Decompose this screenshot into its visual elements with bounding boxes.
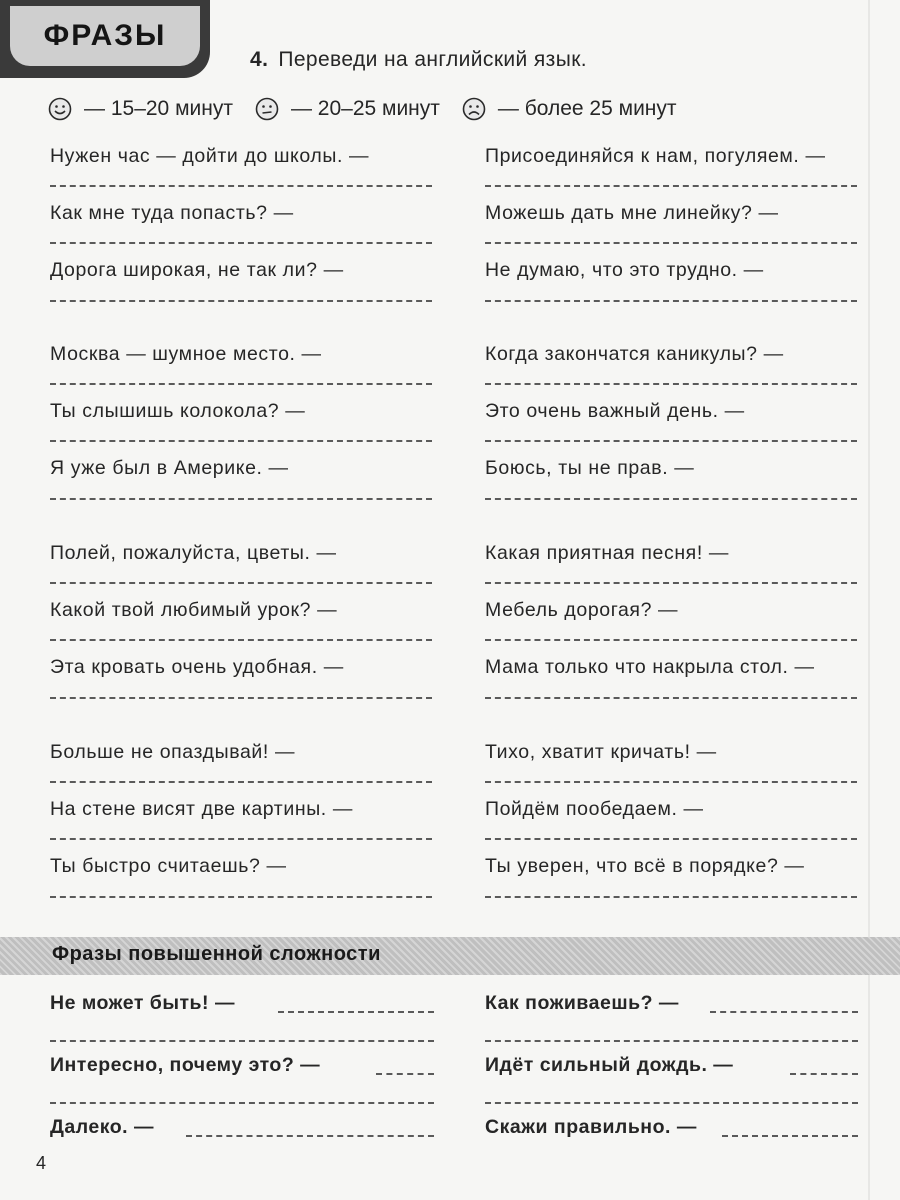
advanced-answer-line-left-3[interactable] xyxy=(186,1135,434,1137)
page-fold-shadow xyxy=(868,0,870,1200)
advanced-answer-line-right-2[interactable] xyxy=(790,1073,858,1075)
advanced-phrase-left-3: Далеко. — xyxy=(50,1116,154,1138)
advanced-phrase-right-3: Скажи правильно. — xyxy=(485,1116,697,1138)
phrase-left-8: Какой твой любимый урок? — xyxy=(50,599,338,621)
phrase-left-5: Ты слышишь колокола? — xyxy=(50,400,306,422)
answer-line-left-8[interactable] xyxy=(50,639,432,641)
phrase-right-11: Пойдём пообедаем. — xyxy=(485,798,704,820)
answer-line-right-9[interactable] xyxy=(485,697,857,699)
advanced-answer-line-right-2b[interactable] xyxy=(485,1102,858,1104)
section-tab xyxy=(0,0,210,78)
task-number: 4. xyxy=(250,48,269,71)
legend-item-slow xyxy=(462,97,677,121)
phrase-right-1: Присоединяйся к нам, погуляем. — xyxy=(485,145,826,167)
advanced-answer-line-right-1b[interactable] xyxy=(485,1040,858,1042)
phrase-right-8: Мебель дорогая? — xyxy=(485,599,679,621)
advanced-answer-line-left-1b[interactable] xyxy=(50,1040,434,1042)
advanced-phrase-right-2: Идёт сильный дождь. — xyxy=(485,1054,734,1076)
advanced-answer-line-left-1[interactable] xyxy=(278,1011,434,1013)
answer-line-right-4[interactable] xyxy=(485,383,857,385)
phrase-left-7: Полей, пожалуйста, цветы. — xyxy=(50,542,337,564)
answer-line-right-3[interactable] xyxy=(485,300,857,302)
time-legend xyxy=(48,95,808,123)
advanced-answer-line-left-2b[interactable] xyxy=(50,1102,434,1104)
phrase-right-12: Ты уверен, что всё в порядке? — xyxy=(485,855,805,877)
answer-line-right-1[interactable] xyxy=(485,185,857,187)
answer-line-left-6[interactable] xyxy=(50,498,432,500)
advanced-phrase-left-1: Не может быть! — xyxy=(50,992,235,1014)
answer-line-left-12[interactable] xyxy=(50,896,432,898)
answer-line-right-2[interactable] xyxy=(485,242,857,244)
phrase-right-7: Какая приятная песня! — xyxy=(485,542,729,564)
advanced-section-band xyxy=(0,937,900,975)
phrase-left-3: Дорога широкая, не так ли? — xyxy=(50,259,344,281)
phrase-left-1: Нужен час — дойти до школы. — xyxy=(50,145,370,167)
advanced-phrase-right-1: Как поживаешь? — xyxy=(485,992,679,1014)
task-heading xyxy=(250,48,587,72)
phrase-right-2: Можешь дать мне линейку? — xyxy=(485,202,779,224)
phrase-left-2: Как мне туда попасть? — xyxy=(50,202,294,224)
answer-line-left-11[interactable] xyxy=(50,838,432,840)
answer-line-right-8[interactable] xyxy=(485,639,857,641)
phrase-left-11: На стене висят две картины. — xyxy=(50,798,353,820)
advanced-phrase-left-2: Интересно, почему это? — xyxy=(50,1054,321,1076)
phrase-right-4: Когда закончатся каникулы? — xyxy=(485,343,784,365)
section-title: ФРАЗЫ xyxy=(43,19,167,52)
answer-line-left-9[interactable] xyxy=(50,697,432,699)
answer-line-left-7[interactable] xyxy=(50,582,432,584)
happy-face-icon xyxy=(48,97,72,121)
neutral-face-icon xyxy=(255,97,279,121)
phrase-left-10: Больше не опаздывай! — xyxy=(50,741,296,763)
answer-line-left-4[interactable] xyxy=(50,383,432,385)
answer-line-right-5[interactable] xyxy=(485,440,857,442)
phrase-left-4: Москва — шумное место. — xyxy=(50,343,322,365)
task-instruction: Переведи на английский язык. xyxy=(278,48,588,71)
phrase-right-9: Мама только что накрыла стол. — xyxy=(485,656,815,678)
answer-line-right-6[interactable] xyxy=(485,498,857,500)
section-tab-label-box xyxy=(10,6,200,66)
page-number: 4 xyxy=(36,1153,47,1173)
answer-line-left-1[interactable] xyxy=(50,185,432,187)
legend-text: — 20–25 минут xyxy=(290,97,440,120)
advanced-section-title: Фразы повышенной сложности xyxy=(52,943,381,965)
legend-item-medium xyxy=(255,97,440,121)
answer-line-right-12[interactable] xyxy=(485,896,857,898)
phrase-left-6: Я уже был в Америке. — xyxy=(50,457,289,479)
legend-text: — более 25 минут xyxy=(497,97,677,120)
answer-line-left-2[interactable] xyxy=(50,242,432,244)
sad-face-icon xyxy=(462,97,486,121)
phrase-right-6: Боюсь, ты не прав. — xyxy=(485,457,695,479)
answer-line-left-10[interactable] xyxy=(50,781,432,783)
answer-line-right-10[interactable] xyxy=(485,781,857,783)
answer-line-left-5[interactable] xyxy=(50,440,432,442)
legend-text: — 15–20 минут xyxy=(84,97,233,120)
advanced-answer-line-left-2[interactable] xyxy=(376,1073,434,1075)
phrase-left-12: Ты быстро считаешь? — xyxy=(50,855,287,877)
advanced-answer-line-right-3[interactable] xyxy=(722,1135,858,1137)
answer-line-right-11[interactable] xyxy=(485,838,857,840)
answer-line-left-3[interactable] xyxy=(50,300,432,302)
phrase-right-5: Это очень важный день. — xyxy=(485,400,745,422)
advanced-answer-line-right-1[interactable] xyxy=(710,1011,858,1013)
phrase-right-10: Тихо, хватит кричать! — xyxy=(485,741,717,763)
phrase-right-3: Не думаю, что это трудно. — xyxy=(485,259,764,281)
phrase-left-9: Эта кровать очень удобная. — xyxy=(50,656,344,678)
legend-item-fast xyxy=(48,97,233,121)
answer-line-right-7[interactable] xyxy=(485,582,857,584)
